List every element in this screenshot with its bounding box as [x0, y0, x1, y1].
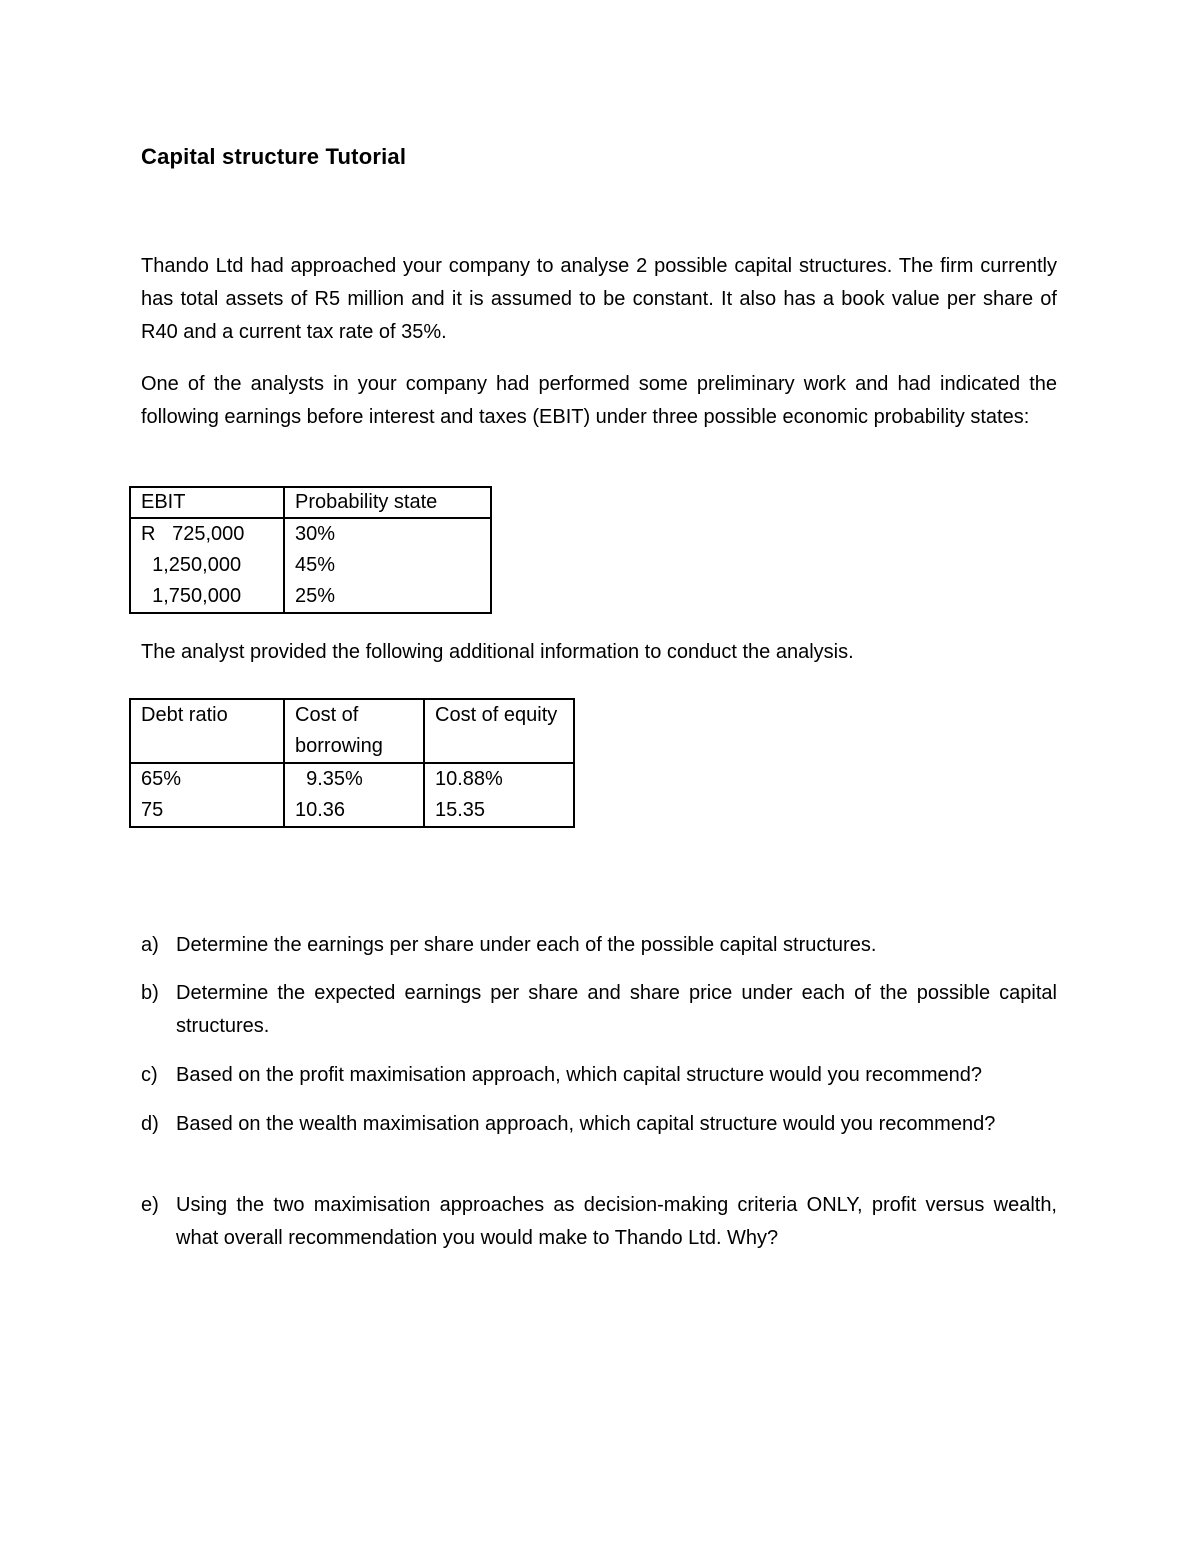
- table-header-row: [130, 699, 574, 763]
- intro-paragraph: Thando Ltd had approached your company to analyse 2 possible capital structures. The firm currently has total assets of R5 million and it is assumed to be constant. It also has a book value per share of R40 and a current tax rate of 35%.: [141, 255, 1057, 343]
- table-cell: 25%: [284, 581, 491, 613]
- table-cell: 9.35%: [284, 763, 424, 795]
- table-cell: R 725,000: [130, 518, 284, 550]
- table-cell: 45%: [284, 550, 491, 581]
- question-label: c): [141, 1064, 158, 1086]
- additional-info-paragraph: The analyst provided the following additional information to conduct the analysis.: [141, 641, 854, 663]
- question-d: [141, 1108, 1057, 1141]
- question-label: a): [141, 934, 159, 956]
- question-a: [141, 929, 1057, 962]
- question-label: b): [141, 982, 159, 1004]
- table-header-cell: Probability state: [284, 487, 491, 518]
- question-text: Determine the expected earnings per share and share price under each of the possible capital structures.: [176, 982, 1057, 1037]
- table-cell: 75: [130, 795, 284, 827]
- table-cell: 65%: [130, 763, 284, 795]
- question-text: Based on the wealth maximisation approach, which capital structure would you recommend?: [176, 1113, 996, 1135]
- table-cell: 30%: [284, 518, 491, 550]
- question-e: [141, 1189, 1057, 1255]
- table-cell: 1,750,000: [130, 581, 284, 613]
- table-row: [130, 763, 574, 795]
- table-row: [130, 581, 491, 613]
- table-header-row: [130, 487, 491, 518]
- debt-ratio-table: [129, 698, 575, 828]
- table-cell: 10.36: [284, 795, 424, 827]
- question-text: Based on the profit maximisation approach, which capital structure would you recommend?: [176, 1064, 982, 1086]
- table-cell: 15.35: [424, 795, 574, 827]
- question-label: d): [141, 1113, 159, 1135]
- table-header-cell: EBIT: [130, 487, 284, 518]
- question-text: Using the two maximisation approaches as decision-making criteria ONLY, profit versus wealth, what overall recommendation you would make to Thando Ltd. Why?: [176, 1194, 1057, 1249]
- question-c: [141, 1059, 1057, 1092]
- question-b: [141, 977, 1057, 1043]
- table-row: [130, 518, 491, 550]
- table-cell: 10.88%: [424, 763, 574, 795]
- analyst-paragraph: One of the analysts in your company had performed some preliminary work and had indicated the following earnings before interest and taxes (EBIT) under three possible economic probability states:: [141, 373, 1057, 428]
- table-header-cell: Debt ratio: [130, 699, 284, 763]
- table-header-cell: Cost of equity: [424, 699, 574, 763]
- question-text: Determine the earnings per share under each of the possible capital structures.: [176, 934, 877, 956]
- table-row: [130, 795, 574, 827]
- ebit-table: [129, 486, 492, 614]
- table-row: [130, 550, 491, 581]
- table-header-cell: Cost of borrowing: [284, 699, 424, 763]
- document-title: Capital structure Tutorial: [141, 144, 407, 169]
- table-cell: 1,250,000: [130, 550, 284, 581]
- question-label: e): [141, 1194, 159, 1216]
